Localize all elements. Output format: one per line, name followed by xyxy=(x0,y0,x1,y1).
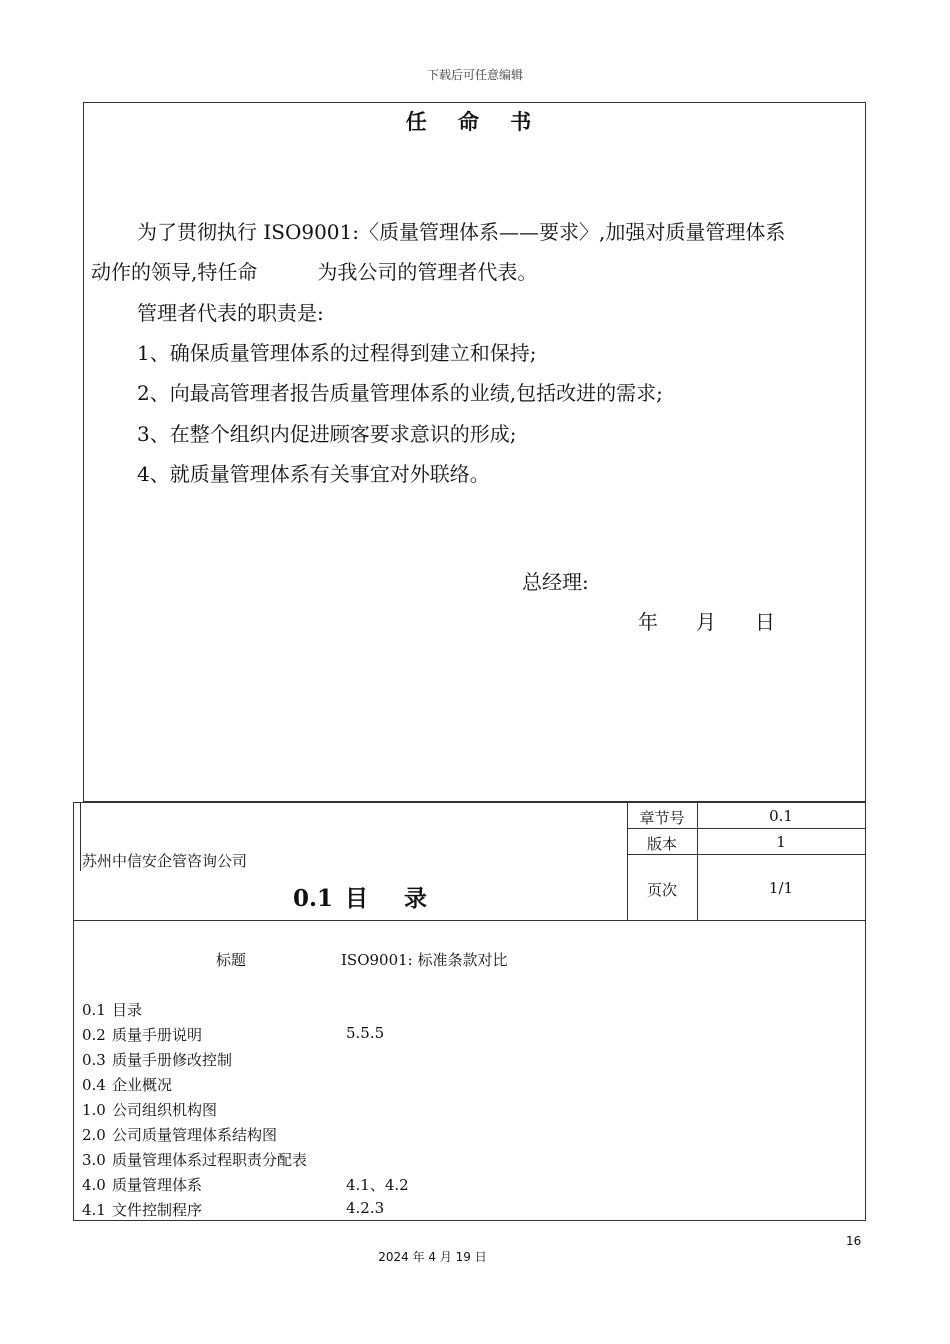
date-month: 月 xyxy=(696,610,716,634)
footer-date: 2024 年 4 月 19 日 xyxy=(378,1250,487,1264)
toc-item-clause: 5.5.5 xyxy=(346,1024,385,1042)
page-number: 16 xyxy=(846,1234,862,1248)
page-label: 页次 xyxy=(646,881,677,899)
chapter-label: 章节号 xyxy=(639,809,685,827)
appointment-para-line2: 动作的领导,特任命 为我公司的管理者代表。 xyxy=(91,260,538,284)
header-note: 下载后可任意编辑 xyxy=(426,68,523,82)
date-year: 年 xyxy=(638,610,658,634)
toc-item: 1.0 公司组织机构图 xyxy=(82,1101,218,1119)
toc-column-title: 标题 xyxy=(216,951,247,969)
version-label: 版本 xyxy=(646,835,677,853)
doc-title xyxy=(293,880,441,913)
toc-item: 0.4 企业概况 xyxy=(82,1076,173,1094)
signer-label: 总经理: xyxy=(522,570,589,594)
toc-item: 2.0 公司质量管理体系结构图 xyxy=(82,1126,278,1144)
appointment-title: 任 命 书 xyxy=(405,109,544,134)
duty-item: 4、就质量管理体系有关事宜对外联络。 xyxy=(137,462,490,486)
toc-item: 0.1 目录 xyxy=(82,1001,143,1019)
duty-item: 2、向最高管理者报告质量管理体系的业绩,包括改进的需求; xyxy=(137,381,663,405)
doc-title-text: 目 录 xyxy=(345,885,442,912)
duty-item: 1、确保质量管理体系的过程得到建立和保持; xyxy=(137,341,537,365)
toc-item: 3.0 质量管理体系过程职责分配表 xyxy=(82,1151,308,1169)
duties-intro: 管理者代表的职责是: xyxy=(137,301,324,325)
appointment-para-line1: 为了贯彻执行 ISO9001:〈质量管理体系——要求〉,加强对质量管理体系 xyxy=(137,220,786,244)
toc-item: 0.3 质量手册修改控制 xyxy=(82,1051,233,1069)
toc-column-clause: ISO9001: 标准条款对比 xyxy=(341,951,508,969)
page-value: 1/1 xyxy=(768,879,794,897)
duty-item: 3、在整个组织内促进顾客要求意识的形成; xyxy=(137,422,517,446)
date-day: 日 xyxy=(755,610,775,634)
version-value: 1 xyxy=(776,833,786,851)
toc-item-clause: 4.1、4.2 xyxy=(346,1176,409,1194)
company-name: 苏州中信安企管咨询公司 xyxy=(82,852,248,870)
chapter-value: 0.1 xyxy=(769,807,793,825)
doc-title-number: 0.1 xyxy=(293,885,334,912)
toc-item: 4.1 文件控制程序 xyxy=(82,1201,203,1219)
toc-item-clause: 4.2.3 xyxy=(346,1199,385,1217)
toc-item: 0.2 质量手册说明 xyxy=(82,1026,203,1044)
toc-item: 4.0 质量管理体系 xyxy=(82,1176,203,1194)
